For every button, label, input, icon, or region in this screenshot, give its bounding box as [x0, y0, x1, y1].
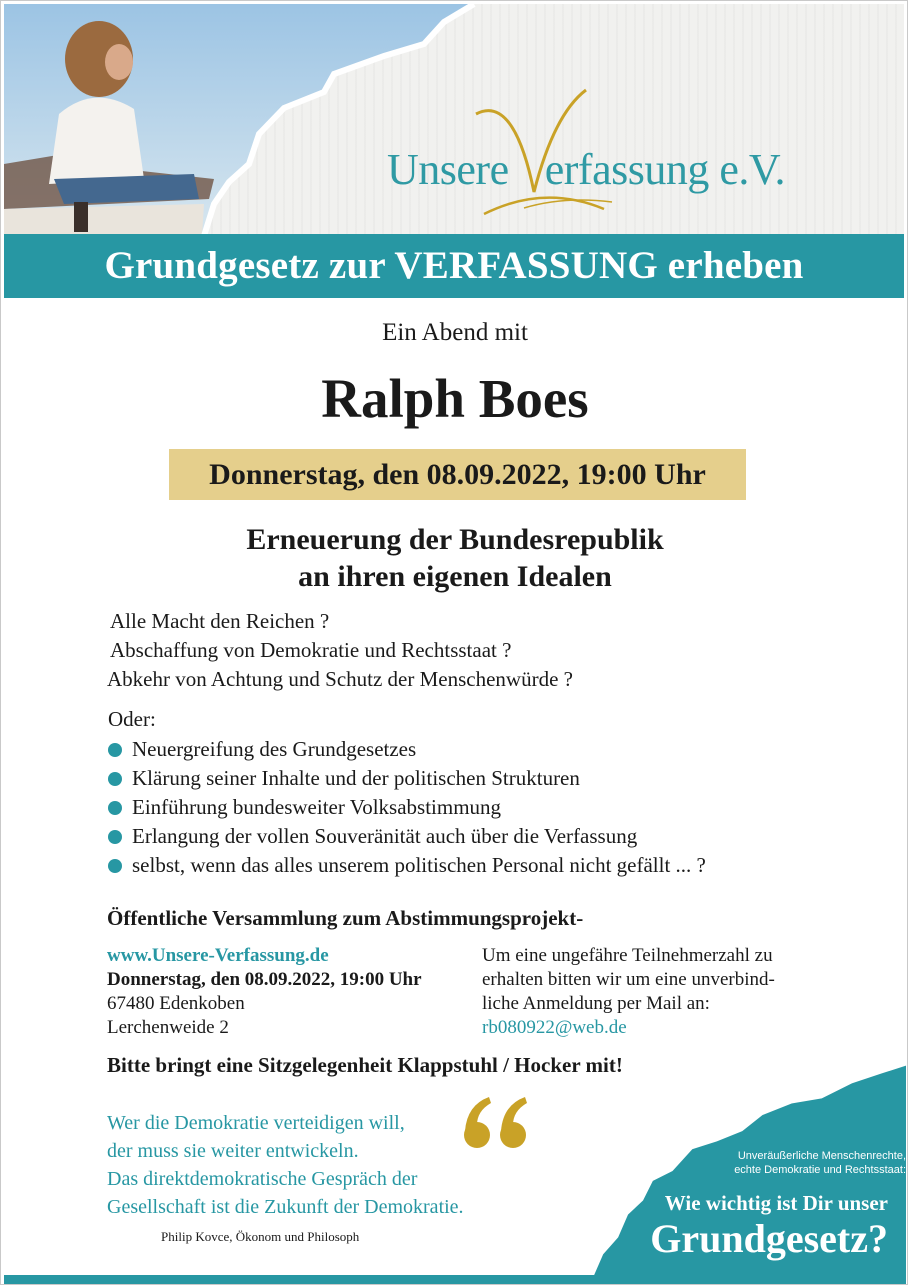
corner-question: Wie wichtig ist Dir unser: [664, 1191, 888, 1215]
subtitle-line-2: an ihren eigenen Idealen: [298, 560, 612, 593]
email-link[interactable]: rb080922@web.de: [482, 1017, 627, 1038]
logo-text-part2: erfassung e.V.: [544, 145, 785, 194]
banner-title: Grundgesetz zur VERFASSUNG erheben: [104, 244, 804, 287]
bullet-text: Klärung seiner Inhalte und der politischen Strukturen: [132, 766, 580, 790]
corner-small-line-1: Unveräußerliche Menschenrechte,: [737, 1150, 906, 1162]
bullet-text: selbst, wenn das alles unserem politischen Personal nicht gefällt ... ?: [132, 853, 706, 877]
bottom-strip: [4, 1275, 906, 1284]
quote-line-3: Das direktdemokratische Gespräch der: [107, 1168, 418, 1190]
website-link[interactable]: www.Unsere-Verfassung.de: [107, 945, 329, 966]
oder-label: Oder:: [108, 707, 156, 731]
assembly-heading: Öffentliche Versammlung zum Abstimmungsprojekt-: [107, 906, 584, 930]
subtitle-line-1: Erneuerung der Bundesrepublik: [246, 523, 664, 556]
event-date: Donnerstag, den 08.09.2022, 19:00 Uhr: [209, 458, 706, 491]
quote-line-2: der muss sie weiter entwickeln.: [107, 1140, 359, 1162]
quote-line-1: Wer die Demokratie verteidigen will,: [107, 1112, 405, 1134]
quote-text: [107, 1109, 464, 1221]
bullet-text: Einführung bundesweiter Volksabstimmung: [132, 795, 502, 819]
quote-line-4: Gesellschaft ist die Zukunft der Demokratie.: [107, 1196, 464, 1218]
speaker-name: Ralph Boes: [321, 368, 589, 429]
venue-postal: 67480 Edenkoben: [107, 993, 245, 1014]
teal-torn-corner: [1, 1, 908, 1285]
venue-date: Donnerstag, den 08.09.2022, 19:00 Uhr: [107, 969, 422, 990]
note-line-1: Um eine ungefähre Teilnehmerzahl zu: [482, 945, 773, 966]
bring-seat-note: Bitte bringt eine Sitzgelegenheit Klappstuhl / Hocker mit!: [107, 1053, 623, 1077]
bullet-text: Neuergreifung des Grundgesetzes: [132, 737, 417, 761]
note-line-2: erhalten bitten wir um eine unverbind-: [482, 969, 775, 990]
quote-marks-icon: [461, 1093, 533, 1153]
quote-author: Philip Kovce, Ökonom und Philosoph: [161, 1229, 360, 1244]
question-1: Alle Macht den Reichen ?: [110, 609, 330, 633]
question-3: Abkehr von Achtung und Schutz der Menschenwürde ?: [107, 667, 573, 691]
bullet-text: Erlangung der vollen Souveränität auch über die Verfassung: [132, 824, 638, 848]
corner-small-line-2: echte Demokratie und Rechtsstaat:: [734, 1164, 906, 1176]
corner-grundgesetz: Grundgesetz?: [650, 1216, 888, 1261]
logo-text-part1: Unsere: [387, 145, 519, 194]
intro-text: Ein Abend mit: [382, 319, 528, 346]
venue-street: Lerchenweide 2: [107, 1017, 229, 1038]
corner-small-text: [661, 1149, 906, 1177]
note-line-3: liche Anmeldung per Mail an:: [482, 993, 710, 1014]
question-2: Abschaffung von Demokratie und Rechtsstaat ?: [110, 638, 512, 662]
